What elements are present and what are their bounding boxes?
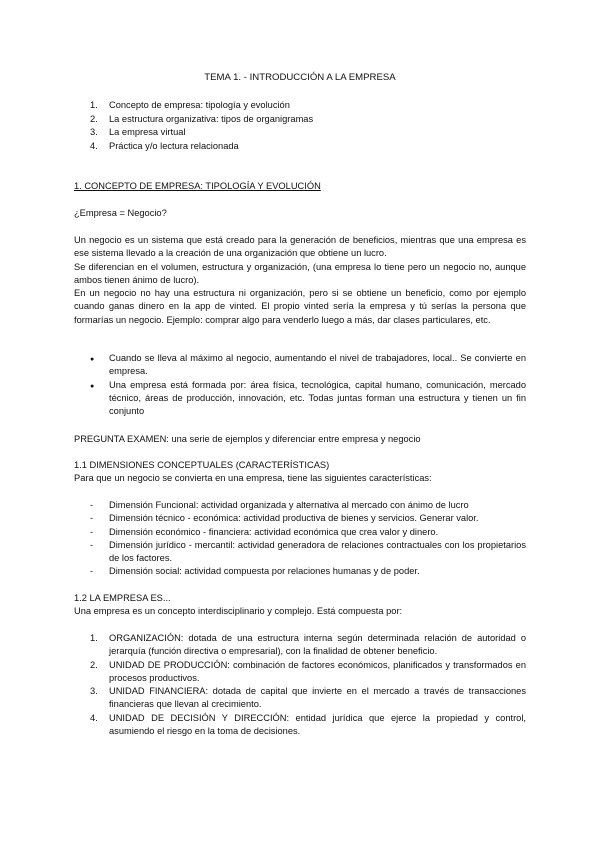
list-number: 2.: [90, 659, 98, 670]
list-item-text: Dimensión Funcional: actividad organizada y alternativa al mercado con ánimo de lucro: [109, 500, 469, 510]
list-item-text: UNIDAD DE DECISIÓN Y DIRECCIÓN: entidad jurídica que ejerce la propiedad y control, asumiendo el riesgo en la toma de decisiones.: [109, 712, 526, 737]
list-item: [90, 632, 526, 659]
list-item: [90, 512, 526, 525]
list-item: [90, 379, 526, 419]
list-item: [90, 526, 526, 539]
toc-item: [90, 113, 313, 127]
subsection-intro: Una empresa es un concepto interdisciplinario y complejo. Está compuesta por:: [74, 606, 403, 616]
dash-marker: -: [90, 539, 94, 550]
list-item-text: Dimensión económico - financiera: actividad económica que crea valor y dinero.: [109, 526, 439, 537]
list-item-text: UNIDAD DE PRODUCCIÓN: combinación de factores económicos, planificados y transformados en procesos productivos.: [109, 659, 526, 683]
list-item-text: Dimensión social: actividad compuesta por relaciones humanas y de poder.: [109, 566, 420, 577]
empresa-list: [90, 632, 526, 738]
toc-number: 1.: [90, 100, 98, 110]
bullet-list: [90, 352, 526, 418]
list-item: [90, 659, 526, 686]
list-number: 4.: [90, 712, 98, 723]
toc-item: [90, 99, 313, 113]
intro-paragraphs: [74, 234, 526, 327]
document-title: TEMA 1. - INTRODUCCIÓN A LA EMPRESA: [204, 72, 396, 83]
list-item: [90, 685, 526, 712]
toc-text: La empresa virtual: [109, 127, 186, 137]
toc-item: [90, 126, 313, 140]
subsection-intro: Para que un negocio se convierta en una empresa, tiene las siguientes características:: [74, 473, 432, 483]
section-heading: 1. CONCEPTO DE EMPRESA: TIPOLOGÍA Y EVOLUCIÓN: [74, 181, 321, 191]
dash-marker: -: [90, 513, 94, 524]
list-item-text: Dimensión técnico - económica: actividad productiva de bienes y servicios. Generar valor.: [109, 513, 479, 524]
list-item-text: UNIDAD FINANCIERA: dotada de capital que invierte en el mercado a través de transacciones financieras que llevan al crecimiento.: [109, 686, 526, 710]
table-of-contents: [90, 99, 313, 153]
paragraph: En un negocio no hay una estructura ni organización, pero si se obtiene un beneficio, como por ejemplo cuando ganas dinero en la app de vinted. El propio vinted sería la empresa y tú serías la persona que formarías un negocio. Ejemplo: comprar algo para venderlo luego a más, dar clases particulares, etc.: [74, 288, 526, 325]
toc-number: 3.: [90, 127, 98, 137]
list-item: [90, 712, 526, 739]
toc-number: 2.: [90, 113, 98, 124]
list-number: 3.: [90, 686, 98, 697]
question-text: ¿Empresa = Negocio?: [74, 208, 167, 218]
list-item: [90, 499, 526, 512]
toc-number: 4.: [90, 140, 98, 151]
list-item-text: Dimensión jurídico - mercantil: actividad generadora de relaciones contractuales con los propietarios de los factores.: [109, 539, 526, 564]
paragraph: Se diferencian en el volumen, estructura y organización, (una empresa lo tiene pero un negocio no, aunque ambos tienen ánimo de lucro).: [74, 261, 526, 285]
toc-item: [90, 140, 313, 154]
list-item: [90, 352, 526, 379]
list-item: [90, 565, 526, 578]
list-item: [90, 539, 526, 566]
list-item-text: ORGANIZACIÓN: dotada de una estructura interna según determinada relación de autoridad o jerarquía (función directiva o empresarial), con la finalidad de obtener beneficio.: [109, 633, 526, 657]
paragraph: Un negocio es un sistema que está creado para la generación de beneficios, mientras que una empresa es ese sistema llevado a la creación de una organización que obtiene un lucro.: [74, 235, 526, 259]
bullet-marker: ●: [90, 382, 95, 390]
list-item-text: Una empresa está formada por: área física, tecnológica, capital humano, comunicación, mercado técnico, áreas de producción, innovación, etc. Todas juntas forman una estructura y tienen un fin conjunto: [109, 379, 526, 417]
bullet-marker: ●: [90, 356, 95, 363]
dimensions-list: [90, 499, 526, 579]
toc-text: Concepto de empresa: tipología y evolución: [109, 100, 290, 110]
exam-note: PREGUNTA EXAMEN: una serie de ejemplos y diferenciar entre empresa y negocio: [74, 434, 421, 444]
subsection-heading: 1.1 DIMENSIONES CONCEPTUALES (CARACTERÍSTICAS): [74, 460, 330, 470]
dash-marker: -: [90, 500, 94, 510]
toc-text: Práctica y/o lectura relacionada: [109, 140, 239, 151]
toc-text: La estructura organizativa: tipos de organigramas: [109, 113, 314, 124]
dash-marker: -: [90, 526, 94, 537]
list-item-text: Cuando se lleva al máximo al negocio, aumentando el nivel de trabajadores, local.. Se convierte en empresa.: [109, 353, 526, 377]
subsection-heading: 1.2 LA EMPRESA ES...: [74, 593, 171, 603]
list-number: 1.: [90, 633, 98, 643]
dash-marker: -: [90, 566, 94, 577]
